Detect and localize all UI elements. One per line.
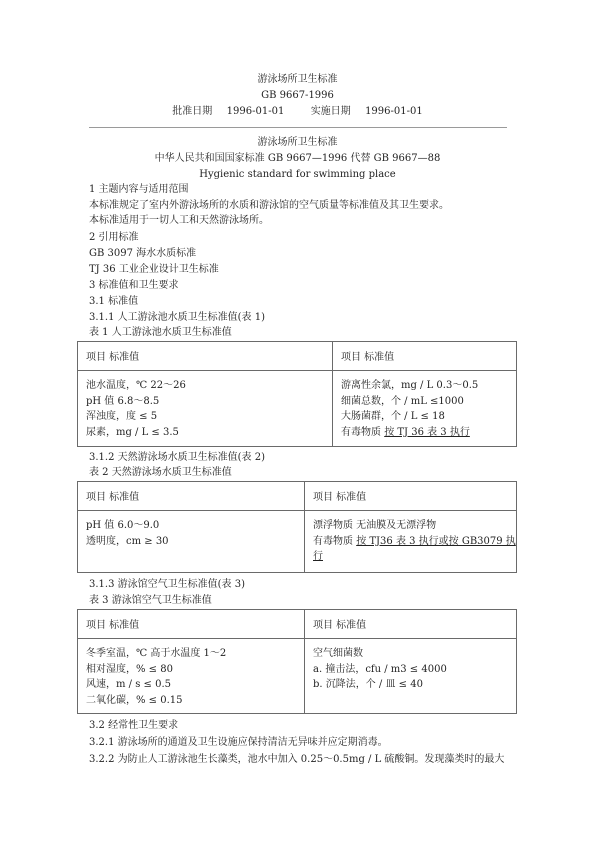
section-1-para-1: 本标准规定了室内外游泳场所的水质和游泳馆的空气质量等标准值及其卫生要求。 [89, 200, 449, 211]
table-3-header-right [304, 609, 517, 639]
table-1-caption: 表 1 人工游泳池水质卫生标准值 [89, 327, 232, 338]
section-3-2-1: 3.2.1 游泳场所的通道及卫生设施应保持清洁无异味并应定期消毒。 [89, 737, 388, 748]
section-3-1-3: 3.1.3 游泳馆空气卫生标准值(表 3) [89, 579, 245, 590]
subheader-title: 游泳场所卫生标准 [257, 137, 338, 148]
cell-lines [341, 378, 478, 440]
carbon-dioxide: 二氧化碳，% ≤ 0.15 [86, 694, 183, 706]
reference-link-cont[interactable]: 行 [313, 551, 323, 562]
transparency: 透明度，cm ≥ 30 [86, 535, 169, 547]
table-3-body-left [77, 638, 305, 714]
air-bacteria: 空气细菌数 [313, 648, 363, 659]
cell-lines [86, 378, 186, 440]
header-text: 项目 标准值 [341, 352, 395, 363]
section-1-para-2: 本标准适用于一切人工和天然游泳场所。 [89, 215, 269, 226]
table-3-header-left [77, 609, 305, 639]
table-1-body-right [332, 370, 517, 447]
section-1-heading: 1 主题内容与适用范围 [89, 184, 189, 195]
toxic-label: 有毒物质 [341, 426, 385, 438]
toxic-substances-cont [313, 549, 516, 565]
cell-lines [86, 518, 169, 549]
toxic-label: 有毒物质 [313, 535, 357, 547]
wind-speed: 风速，m / s ≤ 0.5 [86, 679, 171, 690]
approve-label: 批准日期 [172, 106, 213, 117]
impact-method: a. 撞击法，cfu / m3 ≤ 4000 [313, 663, 447, 675]
table-3-body-right [304, 638, 517, 714]
section-3-1: 3.1 标准值 [89, 296, 139, 307]
urea: 尿素，mg / L ≤ 3.5 [86, 426, 179, 438]
section-3-1-2: 3.1.2 天然游泳场水质卫生标准值(表 2) [89, 452, 265, 463]
english-title: Hygienic standard for swimming place [199, 169, 396, 180]
header-text: 项目 标准值 [86, 352, 140, 363]
table-2-header-left [77, 481, 305, 511]
free-chlorine: 游离性余氯，mg / L 0.3～0.5 [341, 380, 479, 391]
impl-label: 实施日期 [310, 106, 351, 117]
header-text: 项目 标准值 [313, 620, 367, 631]
cell-lines [313, 518, 516, 565]
settling-method: b. 沉降法，个 / 皿 ≤ 40 [313, 679, 423, 690]
header-divider [89, 127, 507, 128]
header-text: 项目 标准值 [86, 492, 140, 503]
bacteria-total: 细菌总数，个 / mL ≤1000 [341, 395, 464, 407]
impl-date: 1996-01-01 [365, 106, 423, 117]
turbidity: 浑浊度，度 ≤ 5 [86, 411, 158, 422]
winter-room-temp: 冬季室温，℃ 高于水温度 1～2 [86, 648, 227, 659]
standard-code: GB 9667-1996 [261, 90, 334, 101]
relative-humidity: 相对湿度，% ≤ 80 [86, 663, 173, 675]
tj36-gb3079-reference-link[interactable]: 按 TJ36 表 3 执行或按 GB3079 执 [356, 535, 516, 547]
tj36-reference-link[interactable]: 按 TJ 36 表 3 执行 [384, 426, 470, 438]
toxic-substances [313, 534, 516, 550]
table-1-body-left [77, 370, 333, 447]
ph-value: pH 值 6.8～8.5 [86, 395, 160, 407]
section-3-heading: 3 标准值和卫生要求 [89, 280, 179, 291]
section-3-2: 3.2 经常性卫生要求 [89, 720, 179, 731]
reference-gb3097: GB 3097 海水水质标准 [89, 248, 197, 259]
national-standard-line: 中华人民共和国国家标准 GB 9667—1996 代替 GB 9667—88 [154, 153, 441, 164]
cell-lines [86, 646, 226, 708]
table-3-caption: 表 3 游泳馆空气卫生标准值 [89, 595, 212, 606]
water-temperature: 池水温度，℃ 22～26 [86, 380, 186, 391]
ph-value: pH 值 6.0～9.0 [86, 520, 160, 531]
coliform: 大肠菌群，个 / L ≤ 18 [341, 411, 445, 422]
table-2-body-right [304, 510, 517, 573]
section-2-heading: 2 引用标准 [89, 232, 139, 243]
reference-tj36: TJ 36 工业企业设计卫生标准 [89, 264, 219, 275]
table-2-caption: 表 2 天然游泳场水质卫生标准值 [89, 467, 232, 478]
floating-matter: 漂浮物质 无油膜及无漂浮物 [313, 520, 437, 531]
section-3-2-2: 3.2.2 为防止人工游泳池生长藻类，池水中加入 0.25～0.5mg / L 硫酸铜。发现藻类时的最大 [89, 754, 505, 765]
table-1-header-right [332, 341, 517, 371]
cell-lines [313, 646, 447, 693]
toxic-substances [341, 425, 478, 441]
document-title: 游泳场所卫生标准 [257, 74, 338, 85]
table-2-body-left [77, 510, 305, 573]
date-line [0, 105, 595, 119]
table-2-header-right [304, 481, 517, 511]
table-1-header-left [77, 341, 333, 371]
header-text: 项目 标准值 [313, 492, 367, 503]
header-text: 项目 标准值 [86, 620, 140, 631]
section-3-1-1: 3.1.1 人工游泳池水质卫生标准值(表 1) [89, 312, 265, 323]
approve-date: 1996-01-01 [226, 106, 285, 117]
